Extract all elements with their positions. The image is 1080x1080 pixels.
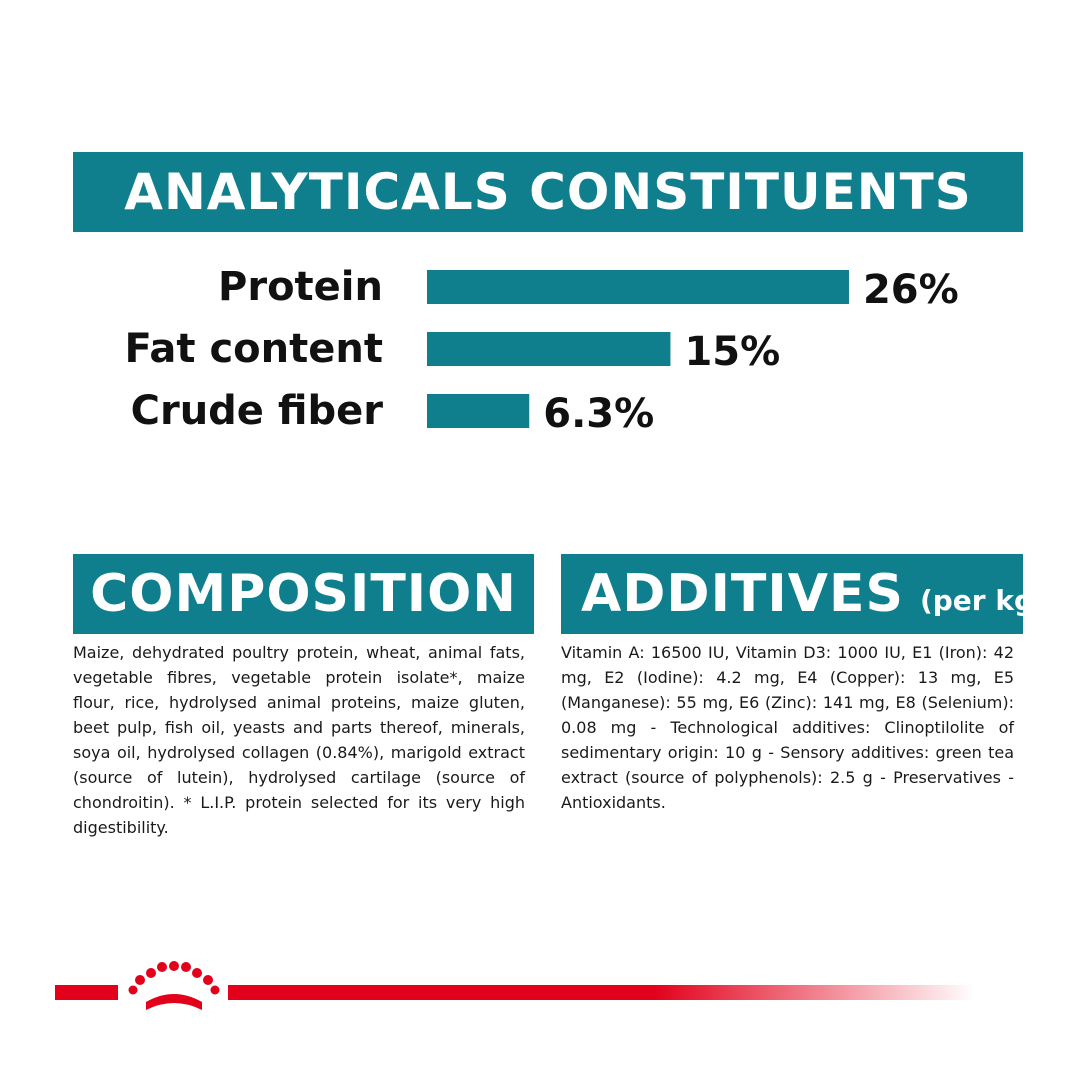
analytical-constituents-heading xyxy=(73,152,1023,232)
composition-heading-text: COMPOSITION xyxy=(90,564,517,624)
value-label: 6.3% xyxy=(543,391,655,437)
bar-protein xyxy=(427,270,849,304)
category-label: Crude fiber xyxy=(130,388,383,434)
bar-crude-fiber xyxy=(427,394,529,428)
additives-heading-text: ADDITIVES xyxy=(581,564,904,624)
composition-heading xyxy=(73,554,534,634)
additives-text: Vitamin A: 16500 IU, Vitamin D3: 1000 IU, E1 (Iron): 42 mg, E2 (Iodine): 4.2 mg, E4 (Copper): 13 mg, E5 (Manganese): 55 mg, E6 (Zinc): 141 mg, E8 (Selenium): 0.08 mg - Technological additives: Clinoptilolite of sedimentary origin: 10 g - Sensory additives: green tea extract (source of polyphenols): 2.5 g - Preservatives - Antioxidants. xyxy=(561,643,1014,812)
additives-heading xyxy=(561,554,1047,634)
additives-unit-text: (per kg) xyxy=(919,583,1047,617)
analytical-heading-text: ANALYTICALS CONSTITUENTS xyxy=(124,163,972,221)
category-label: Fat content xyxy=(124,326,383,372)
value-label: 26% xyxy=(862,267,959,313)
bar-fat-content xyxy=(427,332,670,366)
crown-logo-icon xyxy=(118,960,228,1018)
value-label: 15% xyxy=(684,329,781,375)
category-label: Protein xyxy=(218,264,383,310)
composition-text: Maize, dehydrated poultry protein, wheat, animal fats, vegetable fibres, vegetable protein isolate*, maize flour, rice, hydrolysed animal proteins, maize gluten, beet pulp, fish oil, yeasts and parts thereof, minerals, soya oil, hydrolysed collagen (0.84%), marigold extract (source of lutein), hydrolysed cartilage (source of chondroitin). * L.I.P. protein selected for its very high digestibility. xyxy=(73,643,525,837)
